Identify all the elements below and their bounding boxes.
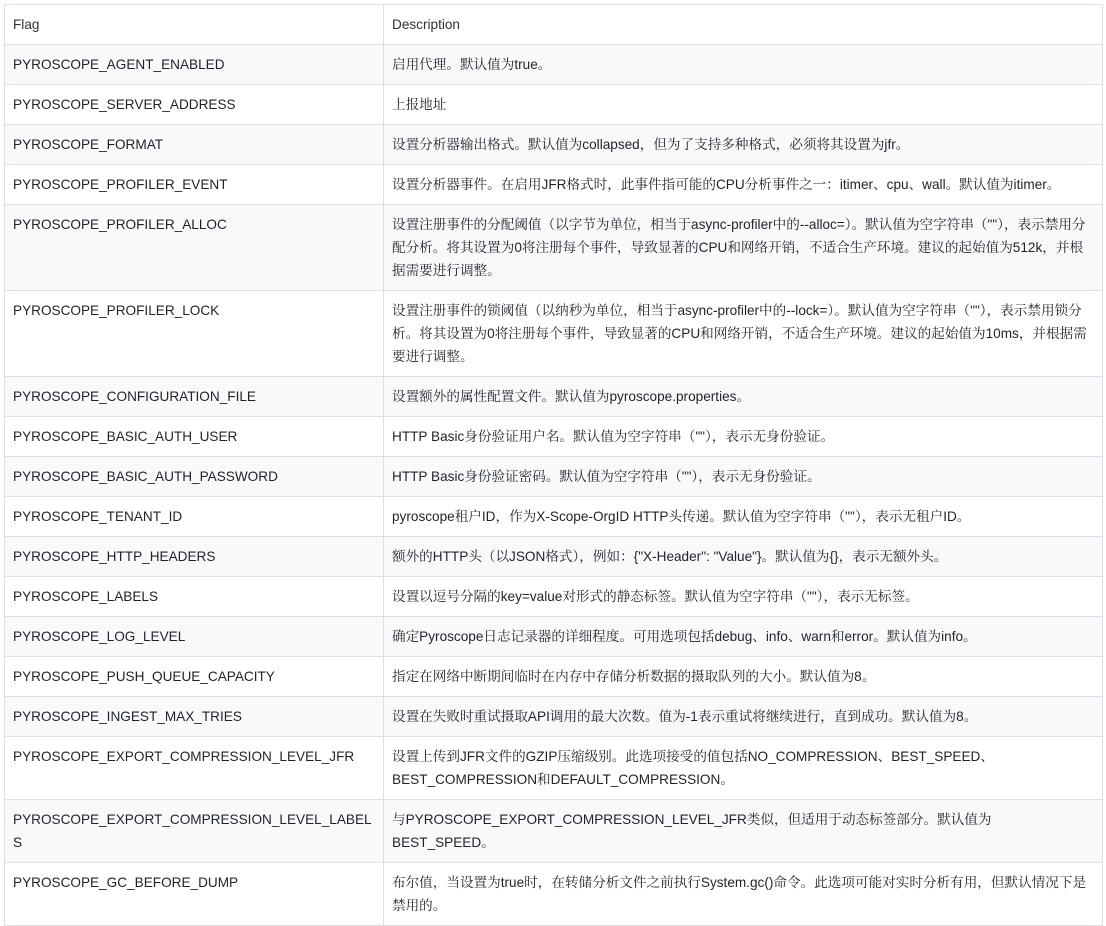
table-row: [5, 165, 1103, 205]
description-cell: 设置额外的属性配置文件。默认值为pyroscope.properties。: [384, 377, 1103, 417]
description-cell: 与PYROSCOPE_EXPORT_COMPRESSION_LEVEL_JFR类似，但适用于动态标签部分。默认值为BEST_SPEED。: [384, 800, 1103, 863]
description-cell: 设置以逗号分隔的key=value对形式的静态标签。默认值为空字符串（""），表示无标签。: [384, 577, 1103, 617]
table-row: [5, 697, 1103, 737]
table-row: [5, 497, 1103, 537]
flag-cell: PYROSCOPE_SERVER_ADDRESS: [5, 85, 384, 125]
flag-cell: PYROSCOPE_TENANT_ID: [5, 497, 384, 537]
column-header-flag: Flag: [5, 5, 384, 45]
table-row: [5, 800, 1103, 863]
flag-cell: PYROSCOPE_EXPORT_COMPRESSION_LEVEL_LABELS: [5, 800, 384, 863]
table-row: [5, 617, 1103, 657]
flag-cell: PYROSCOPE_AGENT_ENABLED: [5, 45, 384, 85]
table-row: [5, 737, 1103, 800]
table-row: [5, 657, 1103, 697]
flag-cell: PYROSCOPE_INGEST_MAX_TRIES: [5, 697, 384, 737]
config-flags-table: [4, 4, 1103, 926]
description-cell: 指定在网络中断期间临时在内存中存储分析数据的摄取队列的大小。默认值为8。: [384, 657, 1103, 697]
flag-cell: PYROSCOPE_PUSH_QUEUE_CAPACITY: [5, 657, 384, 697]
description-cell: 设置分析器事件。在启用JFR格式时，此事件指可能的CPU分析事件之一：itimer、cpu、wall。默认值为itimer。: [384, 165, 1103, 205]
table-row: [5, 45, 1103, 85]
column-header-description: Description: [384, 5, 1103, 45]
config-flags-table-container: [4, 4, 1102, 926]
description-cell: HTTP Basic身份验证用户名。默认值为空字符串（""），表示无身份验证。: [384, 417, 1103, 457]
flag-cell: PYROSCOPE_GC_BEFORE_DUMP: [5, 863, 384, 926]
description-cell: pyroscope租户ID，作为X-Scope-OrgID HTTP头传递。默认值为空字符串（""），表示无租户ID。: [384, 497, 1103, 537]
flag-cell: PYROSCOPE_BASIC_AUTH_PASSWORD: [5, 457, 384, 497]
flag-cell: PYROSCOPE_PROFILER_ALLOC: [5, 205, 384, 291]
description-cell: 布尔值，当设置为true时，在转储分析文件之前执行System.gc()命令。此选项可能对实时分析有用，但默认情况下是禁用的。: [384, 863, 1103, 926]
table-row: [5, 863, 1103, 926]
description-cell: 启用代理。默认值为true。: [384, 45, 1103, 85]
flag-cell: PYROSCOPE_PROFILER_EVENT: [5, 165, 384, 205]
table-row: [5, 85, 1103, 125]
description-cell: 上报地址: [384, 85, 1103, 125]
table-row: [5, 291, 1103, 377]
table-row: [5, 457, 1103, 497]
table-row: [5, 577, 1103, 617]
flag-cell: PYROSCOPE_CONFIGURATION_FILE: [5, 377, 384, 417]
table-row: [5, 125, 1103, 165]
table-row: [5, 205, 1103, 291]
table-row: [5, 377, 1103, 417]
description-cell: 确定Pyroscope日志记录器的详细程度。可用选项包括debug、info、warn和error。默认值为info。: [384, 617, 1103, 657]
description-cell: 设置上传到JFR文件的GZIP压缩级别。此选项接受的值包括NO_COMPRESSION、BEST_SPEED、BEST_COMPRESSION和DEFAULT_COMPRESSION。: [384, 737, 1103, 800]
description-cell: 额外的HTTP头（以JSON格式），例如：{"X-Header": "Value"}。默认值为{}，表示无额外头。: [384, 537, 1103, 577]
flag-cell: PYROSCOPE_LABELS: [5, 577, 384, 617]
flag-cell: PYROSCOPE_PROFILER_LOCK: [5, 291, 384, 377]
description-cell: 设置在失败时重试摄取API调用的最大次数。值为-1表示重试将继续进行，直到成功。默认值为8。: [384, 697, 1103, 737]
table-row: [5, 417, 1103, 457]
description-cell: 设置注册事件的锁阈值（以纳秒为单位，相当于async-profiler中的--lock=）。默认值为空字符串（""），表示禁用锁分析。将其设置为0将注册每个事件，导致显著的CPU和网络开销，不适合生产环境。建议的起始值为10ms，并根据需要进行调整。: [384, 291, 1103, 377]
flag-cell: PYROSCOPE_FORMAT: [5, 125, 384, 165]
table-row: [5, 537, 1103, 577]
flag-cell: PYROSCOPE_BASIC_AUTH_USER: [5, 417, 384, 457]
description-cell: HTTP Basic身份验证密码。默认值为空字符串（""），表示无身份验证。: [384, 457, 1103, 497]
flag-cell: PYROSCOPE_LOG_LEVEL: [5, 617, 384, 657]
description-cell: 设置注册事件的分配阈值（以字节为单位，相当于async-profiler中的--alloc=）。默认值为空字符串（""），表示禁用分配分析。将其设置为0将注册每个事件，导致显著的CPU和网络开销，不适合生产环境。建议的起始值为512k，并根据需要进行调整。: [384, 205, 1103, 291]
flag-cell: PYROSCOPE_HTTP_HEADERS: [5, 537, 384, 577]
table-header-row: [5, 5, 1103, 45]
flag-cell: PYROSCOPE_EXPORT_COMPRESSION_LEVEL_JFR: [5, 737, 384, 800]
description-cell: 设置分析器输出格式。默认值为collapsed，但为了支持多种格式，必须将其设置为jfr。: [384, 125, 1103, 165]
